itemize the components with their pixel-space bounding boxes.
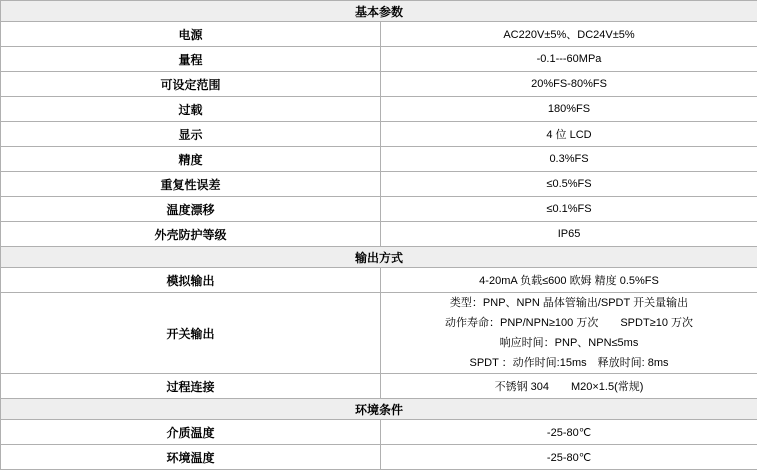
row-label-process-connection: 过程连接 <box>1 374 381 399</box>
table-row <box>1 147 757 172</box>
table-row <box>1 293 757 374</box>
row-value-temperature-drift: ≤0.1%FS <box>381 197 757 222</box>
row-label-range: 量程 <box>1 47 381 72</box>
row-label-ambient-temperature: 环境温度 <box>1 445 381 470</box>
row-value-repeatability-error: ≤0.5%FS <box>381 172 757 197</box>
row-label-accuracy: 精度 <box>1 147 381 172</box>
row-value-range: -0.1---60MPa <box>381 47 757 72</box>
table-row <box>1 445 757 470</box>
row-label-repeatability-error: 重复性误差 <box>1 172 381 197</box>
section-header-output: 输出方式 <box>1 247 757 268</box>
row-label-medium-temperature: 介质温度 <box>1 420 381 445</box>
row-value-settable-range: 20%FS-80%FS <box>381 72 757 97</box>
row-value-overload: 180%FS <box>381 97 757 122</box>
table-row <box>1 172 757 197</box>
switch-output-line-type: 类型：PNP、NPN 晶体管输出/SPDT 开关量输出 <box>381 293 757 313</box>
row-value-switch-output <box>381 293 757 374</box>
row-value-display: 4 位 LCD <box>381 122 757 147</box>
switch-output-line-spdt: SPDT ：动作时间:15ms 释放时间: 8ms <box>381 353 757 373</box>
table-row <box>1 268 757 293</box>
section-header-row <box>1 399 757 420</box>
row-label-switch-output: 开关输出 <box>1 293 381 374</box>
table-row <box>1 222 757 247</box>
row-label-display: 显示 <box>1 122 381 147</box>
row-label-overload: 过载 <box>1 97 381 122</box>
row-label-analog-output: 模拟输出 <box>1 268 381 293</box>
table-row <box>1 420 757 445</box>
table-row <box>1 97 757 122</box>
row-label-settable-range: 可设定范围 <box>1 72 381 97</box>
switch-output-line-life: 动作寿命：PNP/NPN≥100 万次 SPDT≥10 万次 <box>381 313 757 333</box>
row-value-protection-class: IP65 <box>381 222 757 247</box>
section-header-row <box>1 1 757 22</box>
row-value-medium-temperature: -25-80℃ <box>381 420 757 445</box>
row-value-process-connection: 不锈钢 304 M20×1.5(常规) <box>381 374 757 399</box>
section-header-environment: 环境条件 <box>1 399 757 420</box>
row-value-ambient-temperature: -25-80℃ <box>381 445 757 470</box>
table-row <box>1 22 757 47</box>
table-row <box>1 47 757 72</box>
row-label-temperature-drift: 温度漂移 <box>1 197 381 222</box>
table-row <box>1 122 757 147</box>
table-row <box>1 374 757 399</box>
section-header-row <box>1 247 757 268</box>
table-row <box>1 72 757 97</box>
row-value-accuracy: 0.3%FS <box>381 147 757 172</box>
row-label-protection-class: 外壳防护等级 <box>1 222 381 247</box>
section-header-basic: 基本参数 <box>1 1 757 22</box>
row-value-analog-output: 4-20mA 负载≤600 欧姆 精度 0.5%FS <box>381 268 757 293</box>
row-label-power: 电源 <box>1 22 381 47</box>
row-value-power: AC220V±5%、DC24V±5% <box>381 22 757 47</box>
switch-output-line-response: 响应时间：PNP、NPN≤5ms <box>381 333 757 353</box>
table-row <box>1 197 757 222</box>
